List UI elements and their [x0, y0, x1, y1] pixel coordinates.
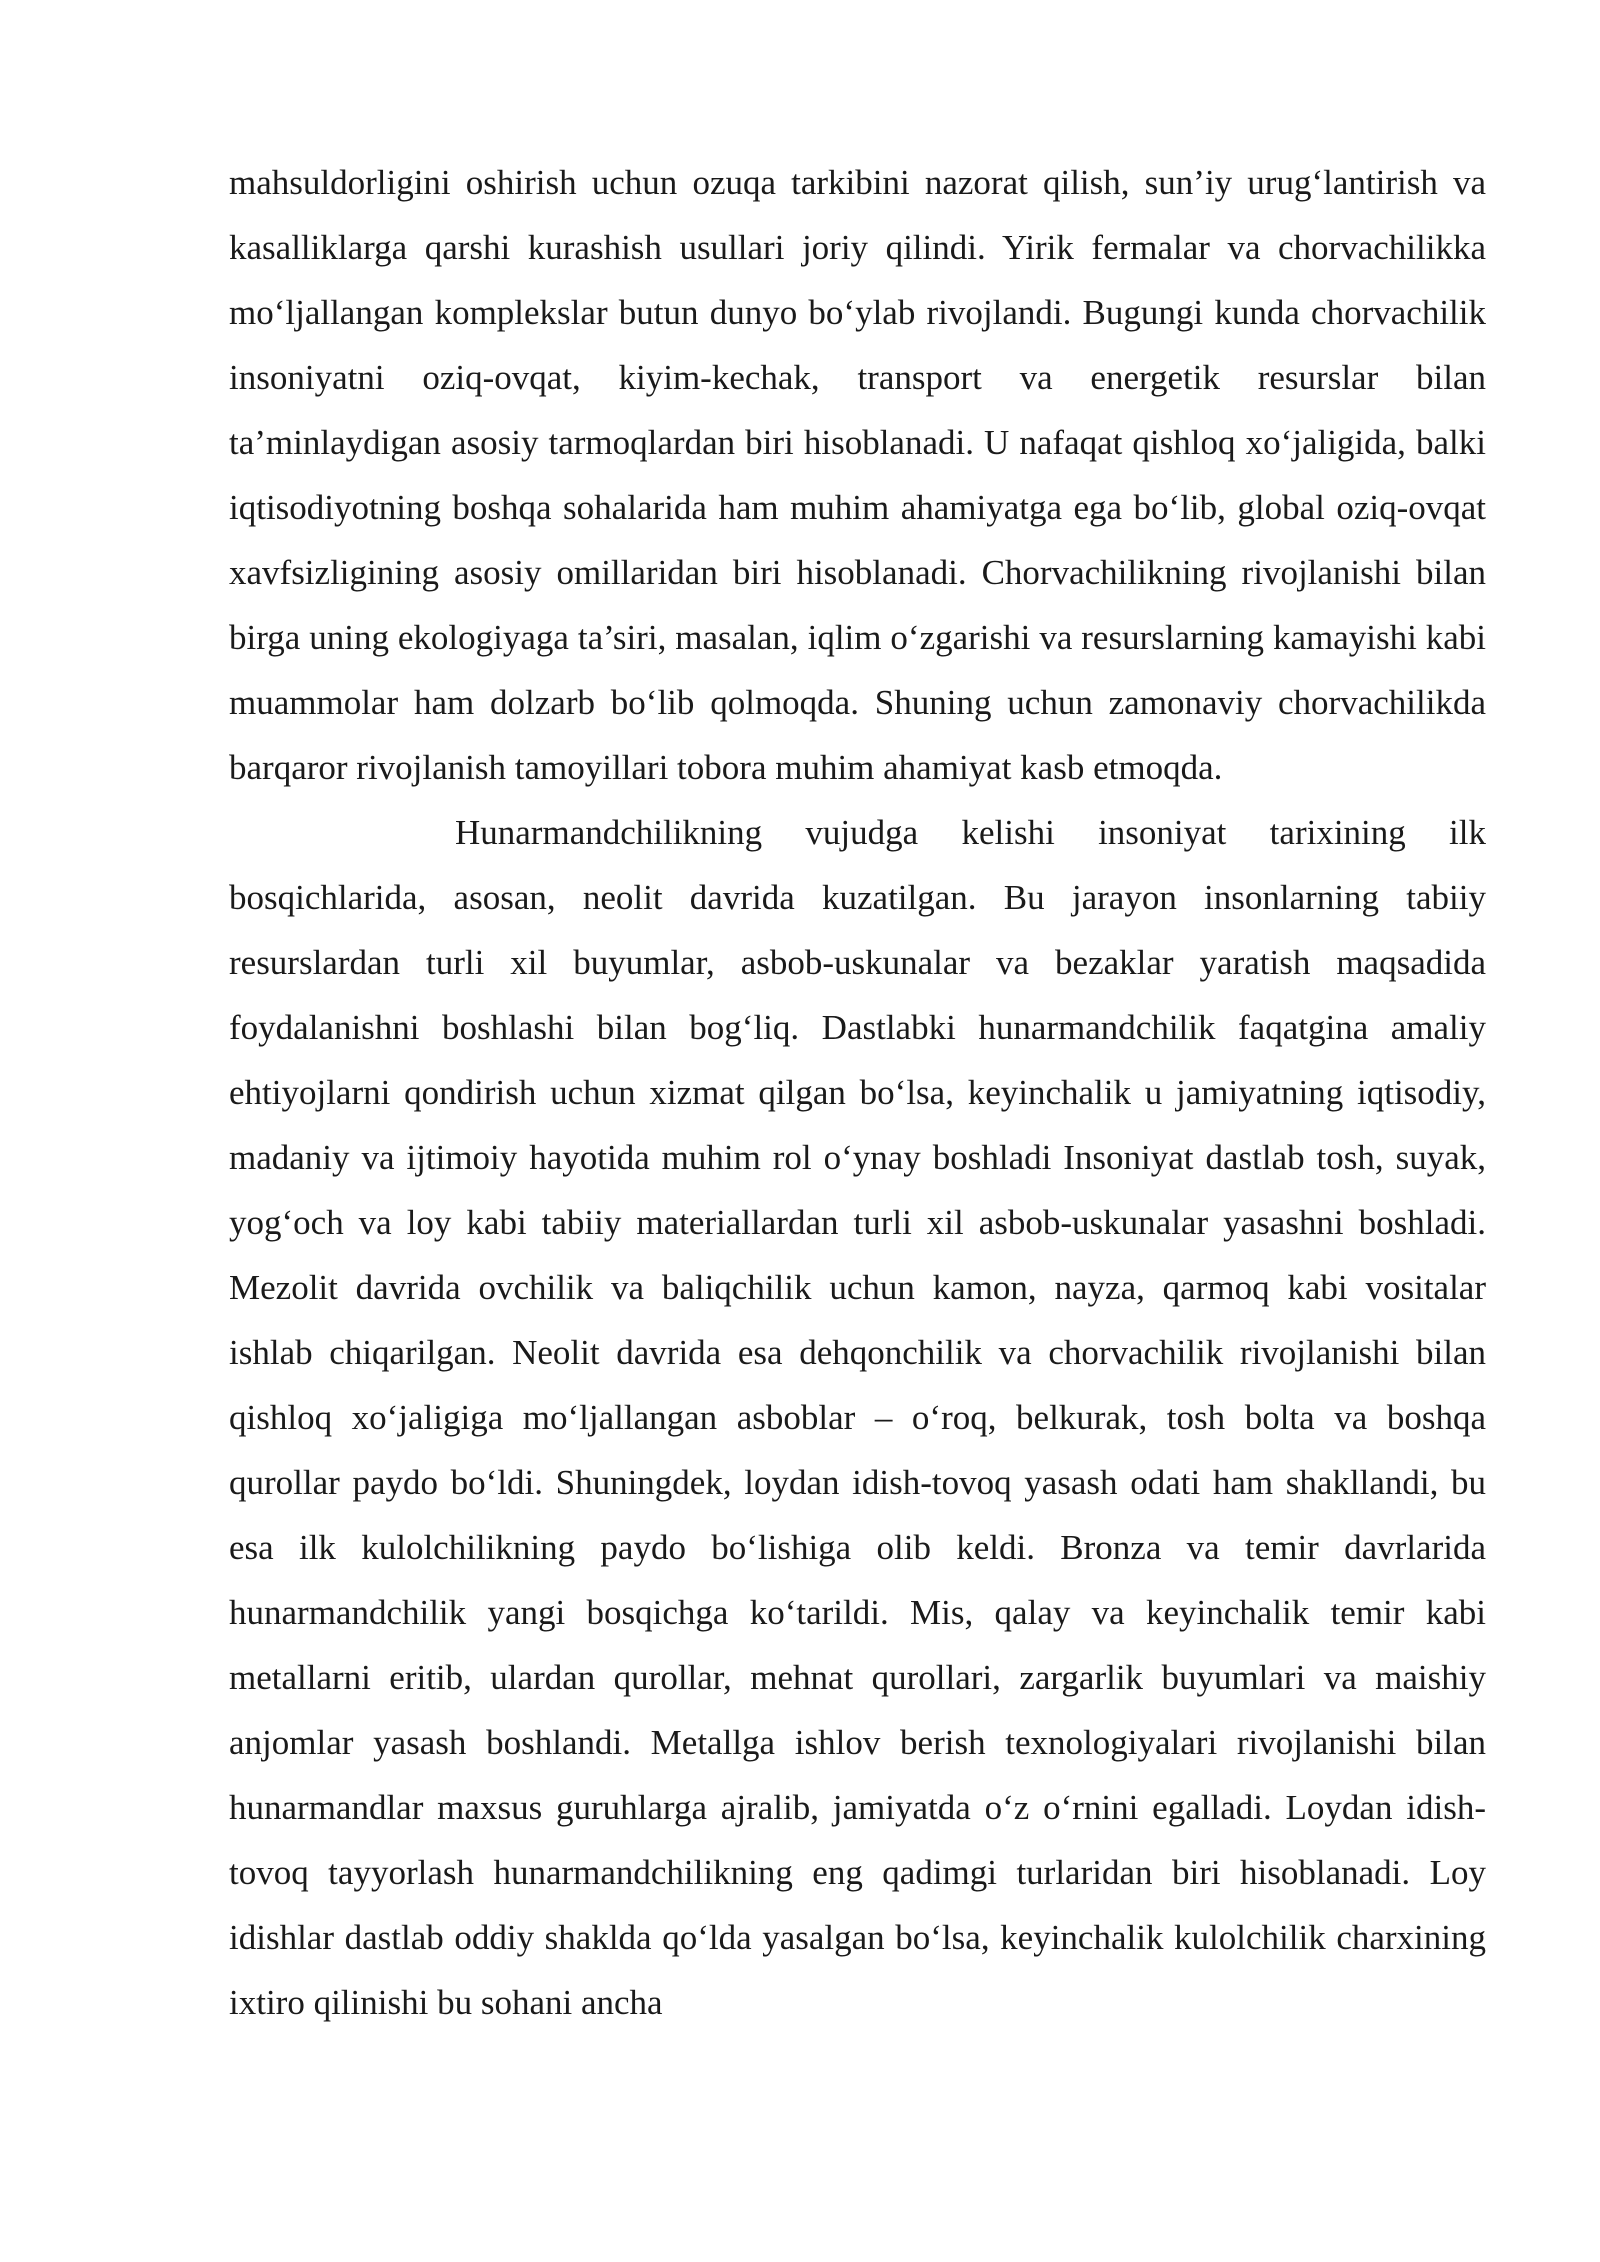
document-body	[229, 150, 1486, 2035]
paragraph-chorvachilik: mahsuldorligini oshirish uchun ozuqa tarkibini nazorat qilish, sun’iy urug‘lantirish va kasalliklarga qarshi kurashish usullari joriy qilindi. Yirik fermalar va chorvachilikka mo‘ljallangan komplekslar butun dunyo bo‘ylab rivojlandi. Bugungi kunda chorvachilik insoniyatni oziq-ovqat, kiyim-kechak, transport va energetik resurslar bilan ta’minlaydigan asosiy tarmoqlardan biri hisoblanadi. U nafaqat qishloq xo‘jaligida, balki iqtisodiyotning boshqa sohalarida ham muhim ahamiyatga ega bo‘lib, global oziq-ovqat xavfsizligining asosiy omillaridan biri hisoblanadi. Chorvachilikning rivojlanishi bilan birga uning ekologiyaga ta’siri, masalan, iqlim o‘zgarishi va resurslarning kamayishi kabi muammolar ham dolzarb bo‘lib qolmoqda. Shuning uchun zamonaviy chorvachilikda barqaror rivojlanish tamoyillari tobora muhim ahamiyat kasb etmoqda.	[229, 163, 1486, 787]
paragraph-hunarmandchilik: Hunarmandchilikning vujudga kelishi insoniyat tarixining ilk bosqichlarida, asosan, neolit davrida kuzatilgan. Bu jarayon insonlarning tabiiy resurslardan turli xil buyumlar, asbob-uskunalar va bezaklar yaratish maqsadida foydalanishni boshlashi bilan bog‘liq. Dastlabki hunarmandchilik faqatgina amaliy ehtiyojlarni qondirish uchun xizmat qilgan bo‘lsa, keyinchalik u jamiyatning iqtisodiy, madaniy va ijtimoiy hayotida muhim rol o‘ynay boshladi Insoniyat dastlab tosh, suyak, yog‘och va loy kabi tabiiy materiallardan turli xil asbob-uskunalar yasashni boshladi. Mezolit davrida ovchilik va baliqchilik uchun kamon, nayza, qarmoq kabi vositalar ishlab chiqarilgan. Neolit davrida esa dehqonchilik va chorvachilik rivojlanishi bilan qishloq xo‘jaligiga mo‘ljallangan asboblar – o‘roq, belkurak, tosh bolta va boshqa qurollar paydo bo‘ldi. Shuningdek, loydan idish-tovoq yasash odati ham shakllandi, bu esa ilk kulolchilikning paydo bo‘lishiga olib keldi. Bronza va temir davrlarida hunarmandchilik yangi bosqichga ko‘tarildi. Mis, qalay va keyinchalik temir kabi metallarni eritib, ulardan qurollar, mehnat qurollari, zargarlik buyumlari va maishiy anjomlar yasash boshlandi. Metallga ishlov berish texnologiyalari rivojlanishi bilan hunarmandlar maxsus guruhlarga ajralib, jamiyatda o‘z o‘rnini egalladi. Loydan idish-tovoq tayyorlash hunarmandchilikning eng qadimgi turlaridan biri hisoblanadi. Loy idishlar dastlab oddiy shaklda qo‘lda yasalgan bo‘lsa, keyinchalik kulolchilik charxining ixtiro qilinishi bu sohani ancha	[229, 813, 1486, 2022]
